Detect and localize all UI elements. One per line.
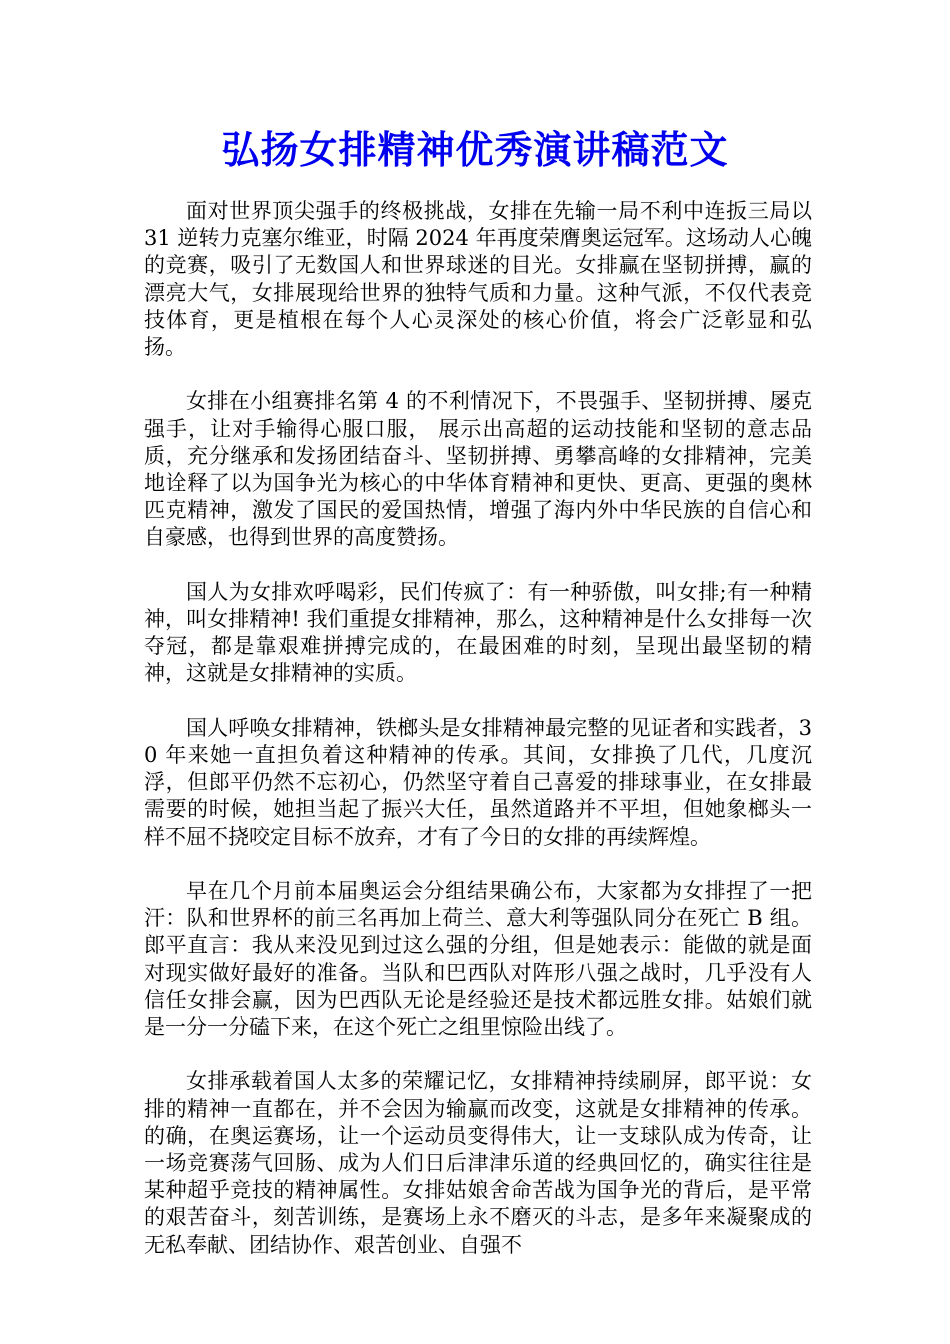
paragraph-6: 女排承载着国人太多的荣耀记忆，女排精神持续刷屏，郎平说：女排的精神一直都在，并不会因为输赢而改变，这就是女排精神的传承。的确，在奥运赛场，让一个运动员变得伟大，让一支球队成为传奇，让一场竞赛荡气回肠、成为人们日后津津乐道的经典回忆的，确实往往是某种超乎竞技的精神属性。女排姑娘舍命苦战为国争光的背后，是平常的艰苦奋斗，刻苦训练，是赛场上永不磨灭的斗志，是多年来凝聚成的无私奉献、团结协作、艰苦创业、自强不 <box>144 1069 812 1257</box>
paragraph-2: 女排在小组赛排名第 4 的不利情况下，不畏强手、坚韧拼搏、屡克强手，让对手输得心服口服， 展示出高超的运动技能和坚韧的意志品质，充分继承和发扬团结奋斗、坚韧拼搏、勇攀高峰的女排精神，完美地诠释了以为国争光为核心的中华体育精神和更快、更高、更强的奥林匹克精神，激发了国民的爱国热情，增强了海内外中华民族的自信心和自豪感，也得到世界的高度赞扬。 <box>144 389 812 550</box>
document-body <box>144 198 812 1286</box>
document-title: 弘扬女排精神优秀演讲稿范文 <box>221 127 729 172</box>
paragraph-5: 早在几个月前本届奥运会分组结果确公布，大家都为女排捏了一把汗：队和世界杯的前三名再加上荷兰、意大利等强队同分在死亡 B 组。郎平直言：我从来没见到过这么强的分组，但是她表示：能做的就是面对现实做好最好的准备。当队和巴西队对阵形八强之战时，几乎没有人信任女排会赢，因为巴西队无论是经验还是技术都远胜女排。姑娘们就是一分一分磕下来，在这个死亡之组里惊险出线了。 <box>144 879 812 1040</box>
paragraph-3: 国人为女排欢呼喝彩，民们传疯了：有一种骄傲，叫女排;有一种精神，叫女排精神! 我们重提女排精神，那么，这种精神是什么女排每一次夺冠，都是靠艰难拼搏完成的，在最困难的时刻，呈现出最坚韧的精神，这就是女排精神的实质。 <box>144 579 812 686</box>
paragraph-4: 国人呼唤女排精神，铁榔头是女排精神最完整的见证者和实践者，30 年来她一直担负着这种精神的传承。其间，女排换了几代，几度沉浮，但郎平仍然不忘初心，仍然坚守着自己喜爱的排球事业，在女排最需要的时候，她担当起了振兴大任，虽然道路并不平坦，但她象榔头一样不屈不挠咬定目标不放弃，才有了今日的女排的再续辉煌。 <box>144 715 812 849</box>
paragraph-1: 面对世界顶尖强手的终极挑战，女排在先输一局不利中连扳三局以 31 逆转力克塞尔维亚，时隔 2024 年再度荣膺奥运冠军。这场动人心魄的竞赛，吸引了无数国人和世界球迷的目光。女排赢在坚韧拼搏，赢的漂亮大气，女排展现给世界的独特气质和力量。这种气派，不仅代表竞技体育，更是植根在每个人心灵深处的核心价值，将会广泛彰显和弘扬。 <box>144 199 812 360</box>
